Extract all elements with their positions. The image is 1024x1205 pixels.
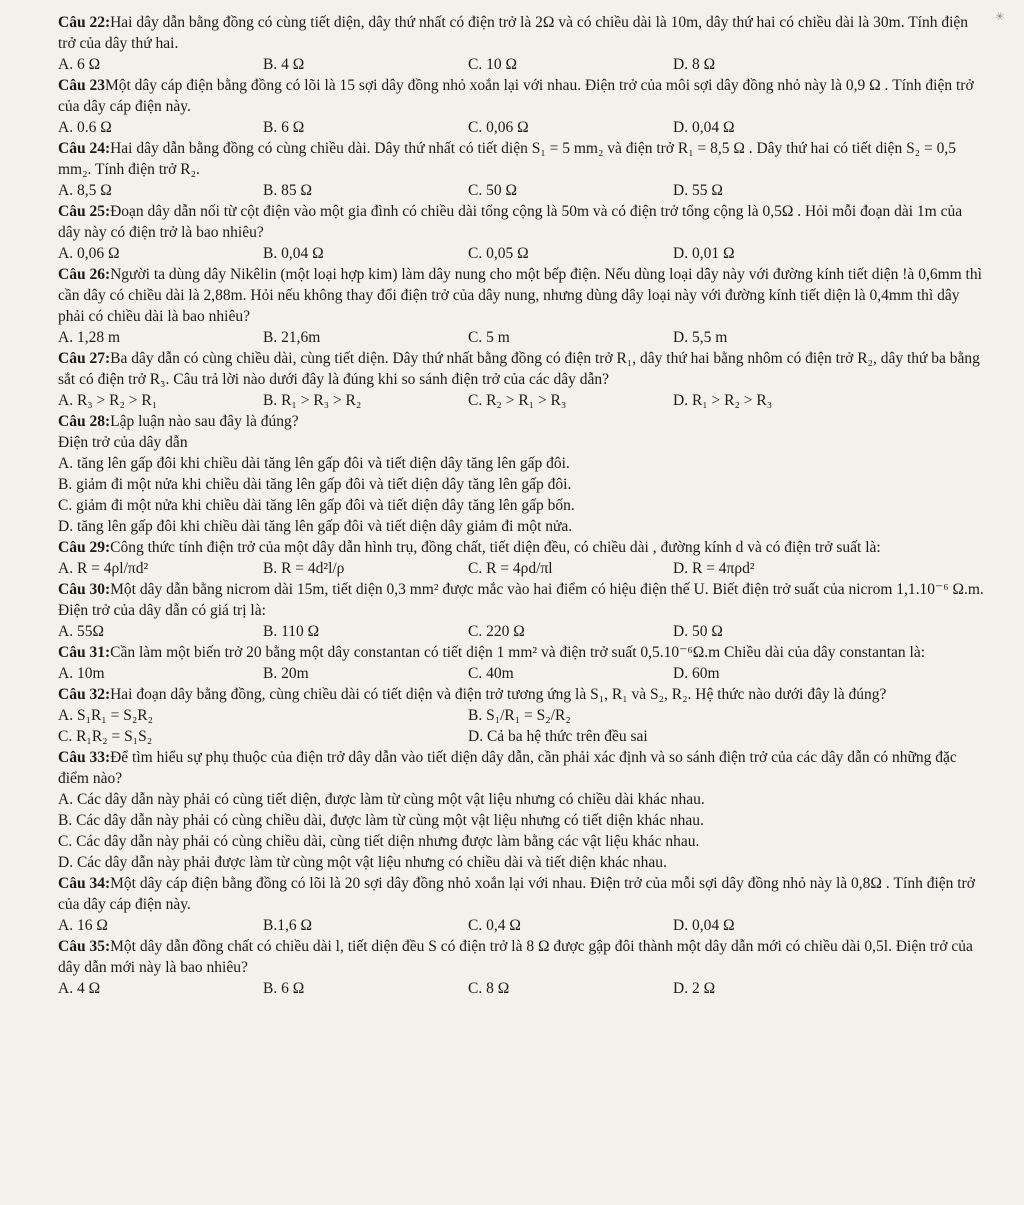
answer-option[interactable]: B. R₁ > R₃ > R₂ <box>263 392 362 409</box>
answer-option[interactable]: C. 0,4 Ω <box>468 917 521 934</box>
answer-option[interactable]: D. Cả ba hệ thức trên đều sai <box>468 728 648 745</box>
answer-option[interactable]: D. R = 4πρd² <box>673 560 755 577</box>
answer-option[interactable]: C. Các dây dẫn này phải có cùng chiều dài, cùng tiết diện nhưng được làm bằng các vật liệu khác nhau. <box>58 833 700 850</box>
answer-option[interactable]: D. Các dây dẫn này phải được làm từ cùng một vật liệu nhưng có chiều dài và tiết diện khác nhau. <box>58 854 667 871</box>
question-number: Câu 23 <box>58 77 105 94</box>
answer-option[interactable]: D. 50 Ω <box>673 623 723 640</box>
answer-option[interactable]: B. 21,6m <box>263 329 321 346</box>
answer-options <box>58 180 984 201</box>
answer-option[interactable]: A. 16 Ω <box>58 917 108 934</box>
answer-option[interactable]: C. R₂ > R₁ > R₃ <box>468 392 567 409</box>
question-text: Ba dây dẫn có cùng chiều dài, cùng tiết diện. Dây thứ nhất bằng đồng có điện trở R₁, dây thứ hai bằng nhôm có điện trở R₂, dây thứ ba bằng sắt có điện trở R₃. Câu trả lời nào dưới đây là đúng khi so sánh điện trở của các dây dẫn? <box>58 350 980 388</box>
answer-option[interactable]: C. R = 4ρd/πl <box>468 560 553 577</box>
answer-option[interactable]: C. 50 Ω <box>468 182 517 199</box>
question-number: Câu 27: <box>58 350 111 367</box>
answer-options <box>58 621 984 642</box>
answer-option[interactable]: D. 2 Ω <box>673 980 716 997</box>
answer-option[interactable]: D. 55 Ω <box>673 182 723 199</box>
answer-option[interactable]: D. R₁ > R₂ > R₃ <box>673 392 773 409</box>
answer-option[interactable]: C. 40m <box>468 665 514 682</box>
question-stem <box>58 873 984 915</box>
question-block <box>58 579 984 642</box>
question-text: Hai dây dẫn bằng đồng có cùng tiết diện, dây thứ nhất có điện trở là 2Ω và có chiều dài là 10m, dây thứ hai có chiều dài là 30m. Tính điện trở của dây thứ hai. <box>58 14 969 52</box>
answer-option[interactable]: A. 6 Ω <box>58 56 101 73</box>
answer-option[interactable]: B.1,6 Ω <box>263 917 312 934</box>
question-number: Câu 26: <box>58 266 111 283</box>
answer-option[interactable]: C. 10 Ω <box>468 56 517 73</box>
question-block <box>58 138 984 201</box>
question-stem <box>58 537 984 558</box>
question-text: Hai dây dẫn bằng đồng có cùng chiều dài. Dây thứ nhất có tiết diện S₁ = 5 mm₂ và điện trở R₁ = 8,5 Ω . Dây thứ hai có tiết diện S₂ = 0,5 mm₂. Tính điện trở R₂. <box>58 140 956 178</box>
question-text: Hai đoạn dây bằng đồng, cùng chiều dài có tiết diện và điện trở tương ứng là S₁, R₁ và S₂, R₂. Hệ thức nào dưới đây là đúng? <box>110 686 887 703</box>
answer-option[interactable]: D. tăng lên gấp đôi khi chiều dài tăng lên gấp đôi và tiết diện dây giảm đi một nửa. <box>58 518 573 535</box>
question-number: Câu 31: <box>58 644 111 661</box>
answer-option[interactable]: D. 5,5 m <box>673 329 728 346</box>
answer-option[interactable]: C. 220 Ω <box>468 623 525 640</box>
question-number: Câu 29: <box>58 539 111 556</box>
question-block <box>58 936 984 999</box>
answer-options <box>58 558 984 579</box>
question-list <box>58 12 984 999</box>
question-text: Cần làm một biến trở 20 bằng một dây constantan có tiết diện 1 mm² và điện trở suất 0,5.10⁻⁶Ω.m Chiều dài của dây constantan là: <box>110 644 926 661</box>
answer-options <box>58 54 984 75</box>
question-block <box>58 684 984 747</box>
question-text: Một dây dẫn đồng chất có chiều dài l, tiết diện đều S có điện trở là 8 Ω được gập đôi thành một dây dẫn mới có chiều dài 0,5l. Điện trở của dây dẫn mới này là bao nhiêu? <box>58 938 973 976</box>
question-stem <box>58 747 984 789</box>
question-stem <box>58 936 984 978</box>
answer-option[interactable]: A. R₃ > R₂ > R₁ <box>58 392 158 409</box>
answer-option[interactable]: B. 6 Ω <box>263 980 305 997</box>
answer-options <box>58 327 984 348</box>
answer-option[interactable]: C. 5 m <box>468 329 510 346</box>
answer-option[interactable]: D. 60m <box>673 665 720 682</box>
question-block <box>58 201 984 264</box>
answer-option[interactable]: B. 4 Ω <box>263 56 305 73</box>
question-text: Để tìm hiểu sự phụ thuộc của điện trở dây dẫn vào tiết diện dây dẫn, cần phải xác định và so sánh điện trở của các dây dẫn có những đặc điểm nào? <box>58 749 957 787</box>
question-text: Một dây cáp điện bằng đồng có lõi là 20 sợi dây đồng nhỏ xoắn lại với nhau. Điện trở của mỗi sợi dây đồng nhỏ này là 0,8Ω . Tính điện trở của dây cáp điện này. <box>58 875 975 913</box>
answer-option[interactable]: A. tăng lên gấp đôi khi chiều dài tăng lên gấp đôi và tiết diện dây tăng lên gấp đôi. <box>58 455 570 472</box>
answer-option[interactable]: B. 6 Ω <box>263 119 305 136</box>
answer-option[interactable]: A. S₁R₁ = S₂R₂ <box>58 707 153 724</box>
answer-options <box>58 117 984 138</box>
answer-option[interactable]: B. Các dây dẫn này phải có cùng chiều dài, được làm từ cùng một vật liệu nhưng có tiết diện khác nhau. <box>58 812 704 829</box>
question-number: Câu 32: <box>58 686 111 703</box>
answer-option[interactable]: C. 0,06 Ω <box>468 119 529 136</box>
question-number: Câu 25: <box>58 203 111 220</box>
question-block <box>58 348 984 411</box>
question-number: Câu 28: <box>58 413 111 430</box>
question-block <box>58 75 984 138</box>
answer-options <box>58 978 984 999</box>
answer-options <box>58 705 984 747</box>
question-stem <box>58 264 984 327</box>
answer-option[interactable]: A. 55Ω <box>58 623 104 640</box>
answer-options <box>58 390 984 411</box>
question-text: Công thức tính điện trở của một dây dẫn hình trụ, đồng chất, tiết diện đều, có chiều dài , đường kính d và có điện trở suất là: <box>110 539 881 556</box>
corner-mark: ✳ <box>992 9 1006 25</box>
question-stem <box>58 138 984 180</box>
answer-option[interactable]: B. giảm đi một nửa khi chiều dài tăng lên gấp đôi và tiết diện dây tăng lên gấp đôi. <box>58 476 572 493</box>
answer-option[interactable]: A. Các dây dẫn này phải có cùng tiết diện, được làm từ cùng một vật liệu nhưng có chiều dài khác nhau. <box>58 791 705 808</box>
question-stem <box>58 201 984 243</box>
question-stem <box>58 642 984 663</box>
answer-option[interactable]: D. 0,04 Ω <box>673 119 735 136</box>
question-text: Đoạn dây dẫn nối từ cột điện vào một gia đình có chiều dài tổng cộng là 50m và có điện trở tổng cộng là 0,5Ω . Hỏi mỗi đoạn dài 1m của dây này có điện trở là bao nhiêu? <box>58 203 963 241</box>
question-number: Câu 30: <box>58 581 111 598</box>
answer-option[interactable]: A. 1,28 m <box>58 329 120 346</box>
answer-option[interactable]: B. 85 Ω <box>263 182 312 199</box>
question-number: Câu 34: <box>58 875 111 892</box>
answer-option[interactable]: B. 110 Ω <box>263 623 320 640</box>
answer-option[interactable]: D. 8 Ω <box>673 56 716 73</box>
question-number: Câu 24: <box>58 140 111 157</box>
answer-option[interactable]: D. 0,01 Ω <box>673 245 735 262</box>
answer-option[interactable]: A. 4 Ω <box>58 980 101 997</box>
question-text: Một dây cáp điện bằng đồng có lõi là 15 sợi dây đồng nhỏ xoắn lại với nhau. Điện trở của môi sợi dây đồng nhỏ này là 0,9 Ω . Tính điện trở của dây cáp điện này. <box>58 77 974 115</box>
answer-option[interactable]: B. S₁/R₁ = S₂/R₂ <box>468 707 571 724</box>
answer-option[interactable]: C. 0,05 Ω <box>468 245 529 262</box>
answer-options <box>58 663 984 684</box>
question-number: Câu 33: <box>58 749 111 766</box>
question-stem <box>58 579 984 621</box>
question-block <box>58 537 984 579</box>
question-text: Một dây dẫn bằng nicrom dài 15m, tiết diện 0,3 mm² được mắc vào hai điểm có hiệu điện thế U. Biết điện trở suất của nicrom 1,1.10⁻⁶ Ω.m. Điện trở của dây dẫn có giá trị là: <box>58 581 984 619</box>
question-stem <box>58 684 984 705</box>
question-block <box>58 12 984 75</box>
question-block <box>58 264 984 348</box>
question-stem <box>58 75 984 117</box>
question-stem <box>58 12 984 54</box>
answer-option[interactable]: B. 0,04 Ω <box>263 245 324 262</box>
answer-option[interactable]: A. 8,5 Ω <box>58 182 112 199</box>
question-number: Câu 22: <box>58 14 111 31</box>
answer-option[interactable]: A. R = 4ρl/πd² <box>58 560 149 577</box>
answer-options <box>58 915 984 936</box>
answer-option[interactable]: C. R₁R₂ = S₁S₂ <box>58 728 153 745</box>
answer-option[interactable]: D. 0,04 Ω <box>673 917 735 934</box>
answer-option[interactable]: C. giảm đi một nửa khi chiều dài tăng lên gấp đôi và tiết diện dây tăng lên gấp bốn. <box>58 497 575 514</box>
question-text: Người ta dùng dây Nikêlin (một loại hợp kim) làm dây nung cho một bếp điện. Nếu dùng loại dây này với đường kính tiết diện !à 0,6mm thì cần dây có chiều dài là 2,88m. Hỏi nếu không thay đổi điện trở của dây nung, nhưng dùng dây loại này với đường kính tiết diện là 0,4mm thì dây phải có chiều dài là bao nhiêu? <box>58 266 982 325</box>
question-block <box>58 411 984 537</box>
answer-option[interactable]: A. 0,06 Ω <box>58 245 120 262</box>
answer-option[interactable]: A. 10m <box>58 665 105 682</box>
question-stem <box>58 411 984 432</box>
question-block <box>58 642 984 684</box>
answer-option[interactable]: A. 0.6 Ω <box>58 119 112 136</box>
question-lead: Điện trở của dây dẫn <box>58 434 188 451</box>
answer-option[interactable]: B. R = 4d²l/ρ <box>263 560 345 577</box>
question-text: Lập luận nào sau đây là đúng? <box>110 413 299 430</box>
question-block <box>58 873 984 936</box>
answer-option[interactable]: B. 20m <box>263 665 309 682</box>
answer-option[interactable]: C. 8 Ω <box>468 980 510 997</box>
question-block <box>58 747 984 873</box>
question-stem <box>58 348 984 390</box>
answer-options <box>58 243 984 264</box>
question-number: Câu 35: <box>58 938 111 955</box>
